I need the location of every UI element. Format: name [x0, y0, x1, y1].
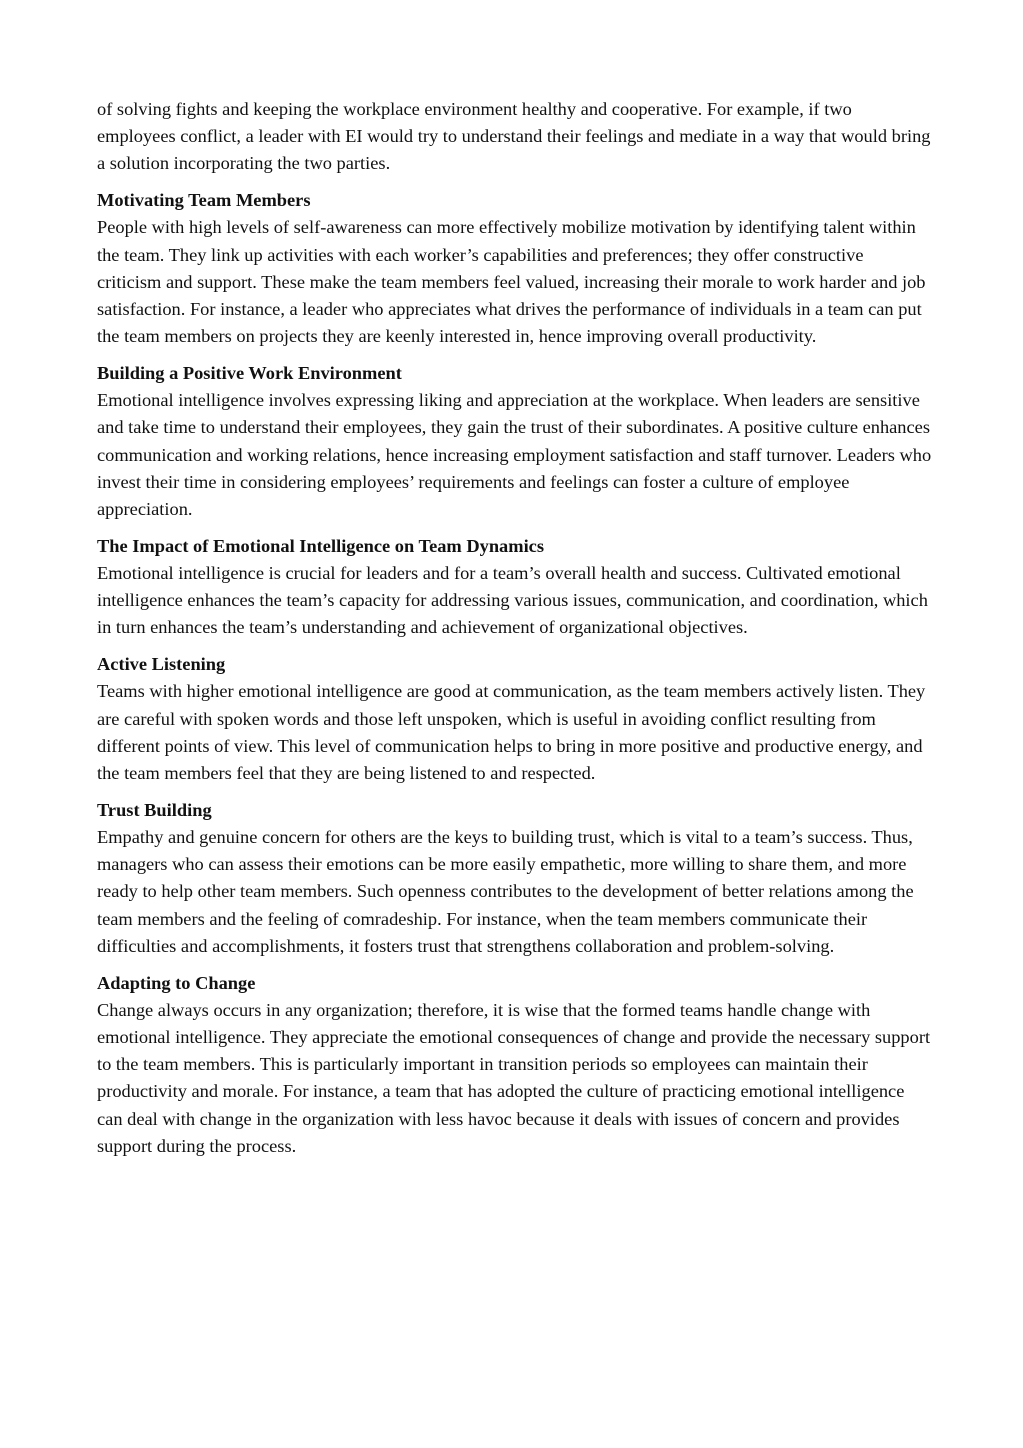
- section-body: Emotional intelligence involves expressing liking and appreciation at the workplace. When leaders are sensitive and take time to understand their employees, they gain the trust of their subordinates. A positive culture enhances communication and working relations, hence increasing employment satisfaction and staff turnover. Leaders who invest their time in considering employees’ requirements and feelings can foster a culture of employee appreciation.: [97, 390, 932, 520]
- section-motivating-team-members: [97, 187, 932, 350]
- section-heading: Building a Positive Work Environment: [97, 363, 402, 384]
- section-positive-work-environment: [97, 360, 932, 523]
- section-heading: The Impact of Emotional Intelligence on Team Dynamics: [97, 535, 544, 556]
- section-team-dynamics: [97, 533, 932, 642]
- section-heading: Trust Building: [97, 799, 212, 820]
- section-body: Emotional intelligence is crucial for leaders and for a team’s overall health and success. Cultivated emotional intelligence enhances the team’s capacity for addressing various issues, communication, and coordination, which in turn enhances the team’s understanding and achievement of organizational objectives.: [97, 563, 928, 638]
- section-heading: Active Listening: [97, 654, 226, 675]
- section-body: Change always occurs in any organization; therefore, it is wise that the formed teams handle change with emotional intelligence. They appreciate the emotional consequences of change and provide the necessary support to the team members. This is particularly important in transition periods so employees can maintain their productivity and morale. For instance, a team that has adopted the culture of practicing emotional intelligence can deal with change in the organization with less havoc because it deals with issues of concern and provides support during the process.: [97, 999, 931, 1156]
- section-heading: Motivating Team Members: [97, 190, 311, 211]
- section-adapting-to-change: [97, 970, 932, 1160]
- section-body: Teams with higher emotional intelligence are good at communication, as the team members actively listen. They are careful with spoken words and those left unspoken, which is useful in avoiding conflict resulting from different points of view. This level of communication helps to bring in more positive and productive energy, and the team members feel that they are being listened to and respected.: [97, 681, 926, 784]
- section-active-listening: [97, 651, 932, 787]
- section-body: Empathy and genuine concern for others are the keys to building trust, which is vital to a team’s success. Thus, managers who can assess their emotions can be more easily empathetic, more willing to share them, and more ready to help other team members. Such openness contributes to the development of better relations among the team members and the feeling of comradeship. For instance, when the team members communicate their difficulties and accomplishments, it fosters trust that strengthens collaboration and problem-solving.: [97, 827, 914, 956]
- document-page: [97, 96, 932, 1170]
- intro-paragraph-block: [97, 96, 932, 178]
- section-body: People with high levels of self-awareness can more effectively mobilize motivation by identifying talent within the team. They link up activities with each worker’s capabilities and preferences; they offer constructive criticism and support. These make the team members feel valued, increasing their morale to work harder and job satisfaction. For instance, a leader who appreciates what drives the performance of individuals in a team can put the team members on projects they are keenly interested in, hence improving overall productivity.: [97, 217, 926, 347]
- section-heading: Adapting to Change: [97, 972, 256, 993]
- intro-paragraph: of solving fights and keeping the workplace environment healthy and cooperative. For example, if two employees conflict, a leader with EI would try to understand their feelings and mediate in a way that would bring a solution incorporating the two parties.: [97, 99, 931, 174]
- section-trust-building: [97, 797, 932, 960]
